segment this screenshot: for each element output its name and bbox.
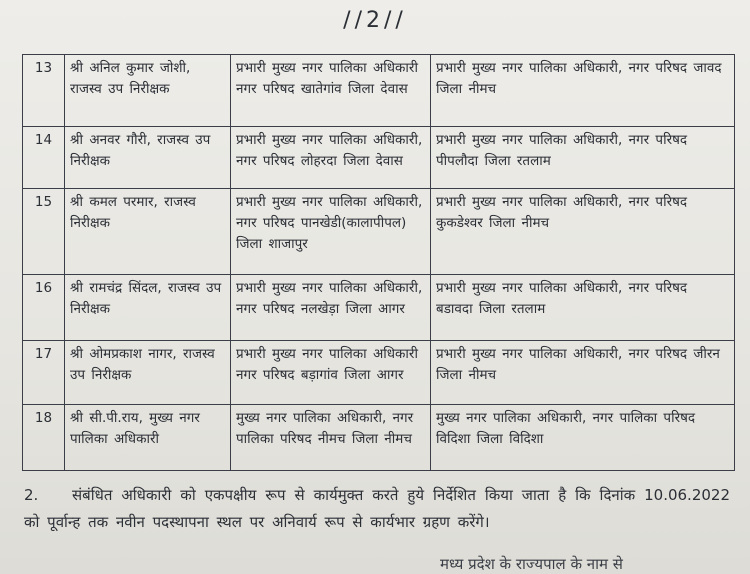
current-posting-cell: प्रभारी मुख्य नगर पालिका अधिकारी, नगर परिषद पानखेडी(कालापीपल) जिला शाजापुर (231, 189, 431, 275)
serial-number-cell: 18 (23, 405, 65, 471)
serial-number-cell: 17 (23, 341, 65, 405)
serial-number-cell: 16 (23, 275, 65, 341)
new-posting-cell: प्रभारी मुख्य नगर पालिका अधिकारी, नगर परिषद कुकडेश्वर जिला नीमच (431, 189, 735, 275)
table-row (23, 55, 735, 127)
table-row (23, 189, 735, 275)
officer-name-cell: श्री अनिल कुमार जोशी, राजस्व उप निरीक्षक (65, 55, 231, 127)
officer-name-cell: श्री रामचंद्र सिंदल, राजस्व उप निरीक्षक (65, 275, 231, 341)
table-row (23, 405, 735, 471)
new-posting-cell: प्रभारी मुख्य नगर पालिका अधिकारी, नगर परिषद जीरन जिला नीमच (431, 341, 735, 405)
table-row (23, 127, 735, 189)
serial-number-cell: 13 (23, 55, 65, 127)
serial-number-cell: 14 (23, 127, 65, 189)
table-row (23, 341, 735, 405)
table-row (23, 275, 735, 341)
officer-name-cell: श्री सी.पी.राय, मुख्य नगर पालिका अधिकारी (65, 405, 231, 471)
officer-name-cell: श्री ओमप्रकाश नागर, राजस्व उप निरीक्षक (65, 341, 231, 405)
footer-signature-line: मध्य प्रदेश के राज्यपाल के नाम से (440, 555, 623, 573)
current-posting-cell: मुख्य नगर पालिका अधिकारी, नगर पालिका परिषद नीमच जिला नीमच (231, 405, 431, 471)
transfer-table (22, 54, 735, 471)
current-posting-cell: प्रभारी मुख्य नगर पालिका अधिकारी, नगर परिषद लोहरदा जिला देवास (231, 127, 431, 189)
current-posting-cell: प्रभारी मुख्य नगर पालिका अधिकारी, नगर परिषद नलखेड़ा जिला आगर (231, 275, 431, 341)
paragraph-text: संबंधित अधिकारी को एकपक्षीय रूप से कार्यमुक्त करते हुये निर्देशित किया जाता है कि दिनांक 10.06.2022 को पूर्वान्ह तक नवीन पदस्थापना स्थल पर अनिवार्य रूप से कार्यभार ग्रहण करेंगे। (24, 486, 730, 531)
serial-number-cell: 15 (23, 189, 65, 275)
officer-name-cell: श्री अनवर गौरी, राजस्व उप निरीक्षक (65, 127, 231, 189)
current-posting-cell: प्रभारी मुख्य नगर पालिका अधिकारी नगर परिषद बड़ागांव जिला आगर (231, 341, 431, 405)
instruction-paragraph (24, 482, 730, 536)
new-posting-cell: मुख्य नगर पालिका अधिकारी, नगर पालिका परिषद विदिशा जिला विदिशा (431, 405, 735, 471)
new-posting-cell: प्रभारी मुख्य नगर पालिका अधिकारी, नगर परिषद बडावदा जिला रतलाम (431, 275, 735, 341)
new-posting-cell: प्रभारी मुख्य नगर पालिका अधिकारी, नगर परिषद जावद जिला नीमच (431, 55, 735, 127)
paragraph-number: 2. (24, 486, 39, 504)
page-number: //2// (343, 8, 407, 33)
current-posting-cell: प्रभारी मुख्य नगर पालिका अधिकारी नगर परिषद खातेगांव जिला देवास (231, 55, 431, 127)
officer-name-cell: श्री कमल परमार, राजस्व निरीक्षक (65, 189, 231, 275)
new-posting-cell: प्रभारी मुख्य नगर पालिका अधिकारी, नगर परिषद पीपलौदा जिला रतलाम (431, 127, 735, 189)
